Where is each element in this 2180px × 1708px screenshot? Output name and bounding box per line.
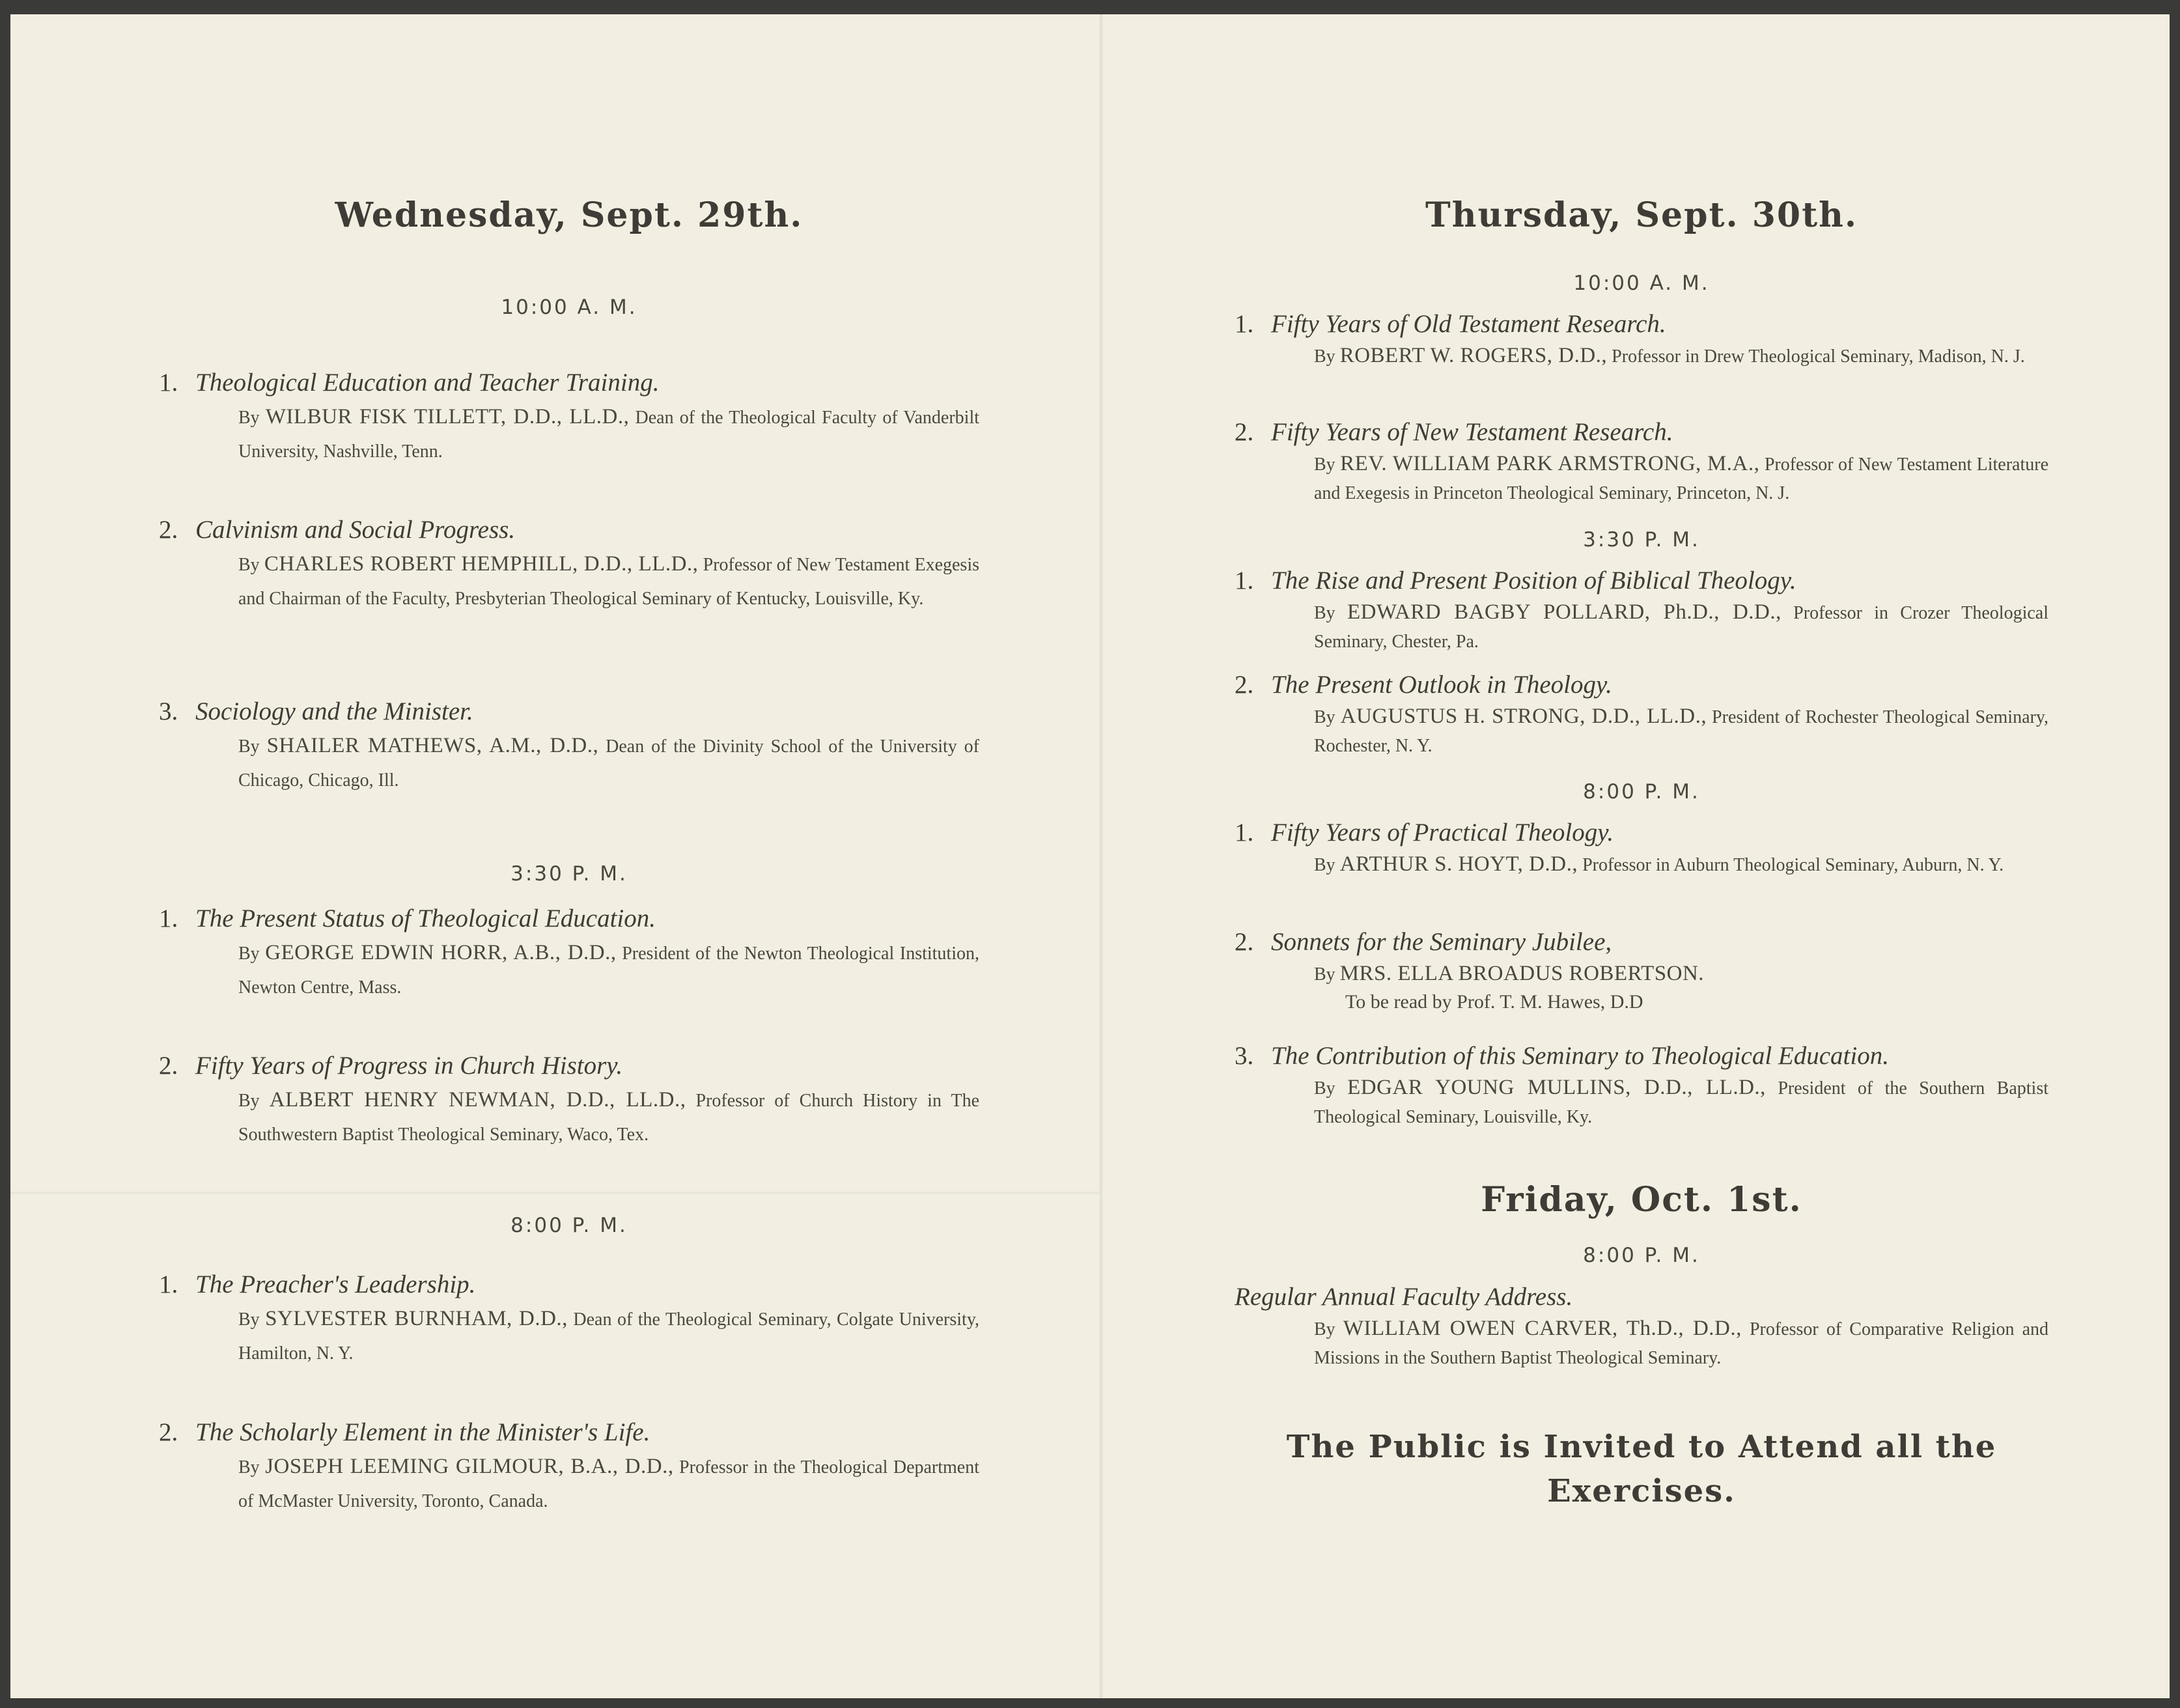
item-number: 1. bbox=[1235, 310, 1254, 338]
program-item bbox=[1235, 1039, 2048, 1132]
speaker-name: SYLVESTER BURNHAM, D.D., bbox=[265, 1307, 568, 1330]
item-speaker: By WILLIAM OWEN CARVER, Th.D., D.D., Professor of Comparative Religion and Missions in the Southern Baptist Theological Seminary. bbox=[1314, 1317, 2049, 1368]
speaker-description: President of the Newton Theological Institution, Newton Centre, Mass. bbox=[238, 944, 979, 998]
speaker-name: ALBERT HENRY NEWMAN, D.D., LL.D., bbox=[269, 1088, 686, 1112]
item-speaker: By CHARLES ROBERT HEMPHILL, D.D., LL.D., Professor of New Testament Exegesis and Chairman of the Faculty, Presbyterian Theological Seminary of Kentucky, Louisville, Ky. bbox=[238, 552, 980, 609]
speaker-description: Professor in Crozer Theological Seminary, Chester, Pa. bbox=[1314, 603, 2048, 652]
speaker-name: ARTHUR S. HOYT, D.D., bbox=[1339, 852, 1578, 876]
item-number: 1. bbox=[1235, 819, 1254, 847]
item-topic: Regular Annual Faculty Address. bbox=[1235, 1283, 1573, 1311]
speaker-description: President of the Southern Baptist Theological Seminary, Louisville, Ky. bbox=[1314, 1078, 2049, 1127]
program-item bbox=[1235, 668, 2048, 761]
topic-title: Calvinism and Social Progress. bbox=[195, 516, 516, 544]
item-topic bbox=[1235, 925, 2048, 959]
session-time: 10:00 A. M. bbox=[1573, 272, 1710, 295]
program-item bbox=[1235, 307, 2048, 371]
speaker-description: Professor of New Testament Exegesis and Chairman of the Faculty, Presbyterian Theological Seminary of Kentucky, Louisville, Ky. bbox=[238, 555, 980, 609]
speaker-description: Professor of Comparative Religion and Missions in the Southern Baptist Theological Seminary. bbox=[1314, 1319, 2049, 1368]
invitation-line-2: Exercises. bbox=[1547, 1473, 1736, 1509]
item-topic bbox=[1235, 564, 2048, 598]
item-speaker: By SYLVESTER BURNHAM, D.D., Dean of the Theological Seminary, Colgate University, Hamilton, N. Y. bbox=[238, 1307, 980, 1364]
session-time: 8:00 P. M. bbox=[1583, 780, 1700, 804]
invitation-line-1: The Public is Invited to Attend all the bbox=[1286, 1429, 1997, 1465]
topic-title: Sonnets for the Seminary Jubilee, bbox=[1271, 928, 1612, 956]
item-number: 3. bbox=[1235, 1042, 1254, 1070]
item-number: 1. bbox=[159, 369, 178, 397]
item-speaker: By EDWARD BAGBY POLLARD, Ph.D., D.D., Professor in Crozer Theological Seminary, Chester, Pa. bbox=[1314, 600, 2048, 652]
thursday-heading: Thursday, Sept. 30th. bbox=[1425, 195, 1858, 235]
speaker-description: Dean of the Theological Faculty of Vanderbilt University, Nashville, Tenn. bbox=[238, 408, 980, 462]
speaker-description: Professor in Auburn Theological Seminary, Auburn, N. Y. bbox=[1582, 855, 2004, 875]
program-sheet bbox=[10, 14, 2170, 1698]
item-number: 2. bbox=[1235, 671, 1254, 699]
topic-title: Fifty Years of Practical Theology. bbox=[1271, 819, 1614, 847]
session-time: 3:30 P. M. bbox=[510, 862, 628, 886]
item-topic bbox=[1235, 307, 2048, 341]
item-speaker: By EDGAR YOUNG MULLINS, D.D., LL.D., President of the Southern Baptist Theological Seminary, Louisville, Ky. bbox=[1314, 1076, 2049, 1127]
friday-heading: Friday, Oct. 1st. bbox=[1481, 1180, 1802, 1220]
program-item bbox=[159, 1049, 979, 1152]
topic-title: Theological Education and Teacher Training. bbox=[195, 369, 660, 397]
paper-crease bbox=[10, 1192, 1099, 1194]
program-item bbox=[1235, 925, 2048, 1015]
item-number: 2. bbox=[159, 1418, 178, 1446]
item-topic bbox=[159, 1049, 979, 1083]
item-speaker: By JOSEPH LEEMING GILMOUR, B.A., D.D., Professor in the Theological Department of McMaster University, Toronto, Canada. bbox=[238, 1455, 980, 1511]
item-speaker: By AUGUSTUS H. STRONG, D.D., LL.D., President of Rochester Theological Seminary, Rochester, N. Y. bbox=[1314, 705, 2049, 756]
item-speaker: By ALBERT HENRY NEWMAN, D.D., LL.D., Professor of Church History in The Southwestern Baptist Theological Seminary, Waco, Tex. bbox=[238, 1088, 980, 1145]
speaker-name: REV. WILLIAM PARK ARMSTRONG, M.A., bbox=[1340, 452, 1760, 475]
speaker-name: CHARLES ROBERT HEMPHILL, D.D., LL.D., bbox=[264, 552, 699, 576]
speaker-description: Dean of the Divinity School of the University of Chicago, Chicago, Ill. bbox=[238, 736, 980, 791]
item-number: 1. bbox=[159, 904, 178, 932]
speaker-name: EDWARD BAGBY POLLARD, Ph.D., D.D., bbox=[1347, 600, 1782, 624]
center-fold bbox=[1099, 14, 1103, 1698]
topic-title: The Contribution of this Seminary to Theological Education. bbox=[1271, 1042, 1889, 1070]
item-speaker: By ROBERT W. ROGERS, D.D., Professor in Drew Theological Seminary, Madison, N. J. bbox=[1314, 344, 2025, 367]
item-speaker: By SHAILER MATHEWS, A.M., D.D., Dean of the Divinity School of the University of Chicago, Chicago, Ill. bbox=[238, 734, 980, 791]
topic-title: Fifty Years of Old Testament Research. bbox=[1271, 310, 1666, 338]
item-number: 2. bbox=[159, 516, 178, 544]
program-item bbox=[159, 1416, 979, 1519]
item-speaker: By REV. WILLIAM PARK ARMSTRONG, M.A., Professor of New Testament Literature and Exegesis in Princeton Theological Seminary, Princeton, N. J. bbox=[1314, 452, 2049, 503]
program-item bbox=[1235, 564, 2048, 656]
topic-title: Sociology and the Minister. bbox=[195, 697, 473, 725]
program-item bbox=[159, 695, 979, 798]
item-topic bbox=[159, 1416, 979, 1449]
session-time: 3:30 P. M. bbox=[1583, 528, 1700, 552]
item-topic bbox=[1235, 816, 2048, 850]
speaker-name: ROBERT W. ROGERS, D.D., bbox=[1339, 344, 1608, 367]
speaker-description: Professor in the Theological Department of McMaster University, Toronto, Canada. bbox=[238, 1457, 980, 1511]
session-time: 8:00 P. M. bbox=[510, 1214, 628, 1237]
reader-note: To be read by Prof. T. M. Hawes, D.D bbox=[1345, 991, 1643, 1013]
speaker-name: EDGAR YOUNG MULLINS, D.D., LL.D., bbox=[1347, 1076, 1766, 1099]
item-speaker: By WILBUR FISK TILLETT, D.D., LL.D., Dean of the Theological Faculty of Vanderbilt University, Nashville, Tenn. bbox=[238, 405, 980, 462]
item-number: 2. bbox=[1235, 928, 1254, 956]
item-speaker: By MRS. ELLA BROADUS ROBERTSON. bbox=[1314, 962, 1705, 985]
speaker-description: Professor of New Testament Literature and Exegesis in Princeton Theological Seminary, Princeton, N. J. bbox=[1314, 455, 2049, 503]
speaker-name: WILBUR FISK TILLETT, D.D., LL.D., bbox=[265, 405, 630, 428]
session-time: 10:00 A. M. bbox=[501, 296, 637, 319]
program-item bbox=[1235, 1280, 2048, 1373]
item-number: 2. bbox=[159, 1052, 178, 1080]
speaker-name: MRS. ELLA BROADUS ROBERTSON. bbox=[1339, 962, 1705, 985]
speaker-name: SHAILER MATHEWS, A.M., D.D., bbox=[266, 734, 599, 757]
topic-title: The Present Status of Theological Education. bbox=[195, 904, 656, 932]
program-item bbox=[159, 366, 979, 469]
topic-title: The Present Outlook in Theology. bbox=[1271, 671, 1612, 699]
item-speaker: By ARTHUR S. HOYT, D.D., Professor in Auburn Theological Seminary, Auburn, N. Y. bbox=[1314, 852, 2004, 876]
speaker-description: President of Rochester Theological Seminary, Rochester, N. Y. bbox=[1314, 707, 2049, 756]
item-topic bbox=[1235, 1039, 2048, 1073]
speaker-name: WILLIAM OWEN CARVER, Th.D., D.D., bbox=[1343, 1317, 1742, 1340]
session-time: 8:00 P. M. bbox=[1583, 1244, 1700, 1267]
program-item bbox=[1235, 816, 2048, 880]
program-item bbox=[159, 902, 979, 1005]
item-topic bbox=[159, 513, 979, 547]
item-topic bbox=[159, 1268, 979, 1302]
item-topic bbox=[1235, 668, 2048, 702]
topic-title: Fifty Years of New Testament Research. bbox=[1271, 418, 1673, 446]
speaker-name: GEORGE EDWIN HORR, A.B., D.D., bbox=[265, 941, 617, 964]
item-topic bbox=[1235, 415, 2048, 449]
item-speaker: By GEORGE EDWIN HORR, A.B., D.D., President of the Newton Theological Institution, Newton Centre, Mass. bbox=[238, 941, 979, 998]
topic-title: Fifty Years of Progress in Church History. bbox=[195, 1052, 623, 1080]
topic-title: The Scholarly Element in the Minister's Life. bbox=[195, 1418, 650, 1446]
wednesday-heading: Wednesday, Sept. 29th. bbox=[335, 195, 804, 235]
speaker-name: AUGUSTUS H. STRONG, D.D., LL.D., bbox=[1340, 705, 1707, 728]
speaker-description: Professor in Drew Theological Seminary, Madison, N. J. bbox=[1612, 346, 2025, 367]
item-number: 1. bbox=[1235, 567, 1254, 595]
program-item bbox=[159, 513, 979, 616]
item-topic bbox=[159, 902, 979, 936]
topic-title: The Preacher's Leadership. bbox=[195, 1270, 476, 1298]
program-item bbox=[1235, 415, 2048, 508]
item-topic bbox=[159, 695, 979, 729]
item-number: 2. bbox=[1235, 418, 1254, 446]
speaker-description: Professor of Church History in The Southwestern Baptist Theological Seminary, Waco, Tex. bbox=[238, 1091, 980, 1145]
public-invitation bbox=[1235, 1425, 2048, 1513]
item-topic bbox=[159, 366, 979, 400]
item-number: 1. bbox=[159, 1270, 178, 1298]
topic-title: The Rise and Present Position of Biblical Theology. bbox=[1271, 567, 1796, 595]
speaker-name: JOSEPH LEEMING GILMOUR, B.A., D.D., bbox=[265, 1455, 674, 1478]
speaker-description: Dean of the Theological Seminary, Colgate University, Hamilton, N. Y. bbox=[238, 1309, 980, 1364]
item-number: 3. bbox=[159, 697, 178, 725]
program-item bbox=[159, 1268, 979, 1371]
